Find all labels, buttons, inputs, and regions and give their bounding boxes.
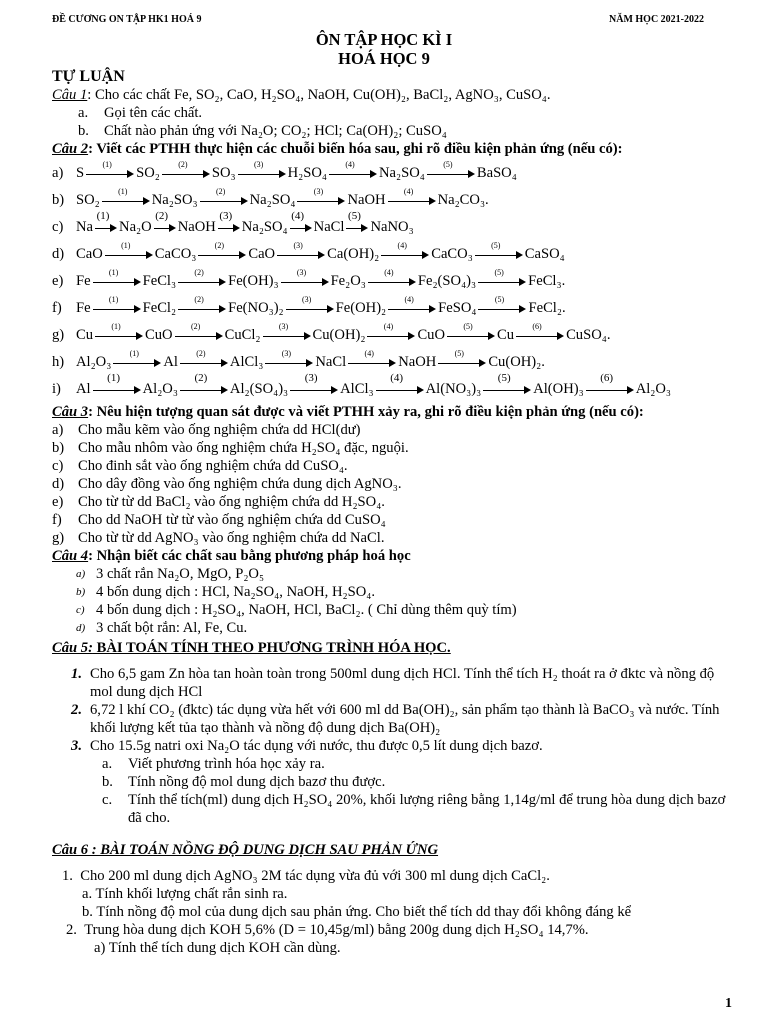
- reaction-chain: [52, 241, 728, 268]
- list-text: 3 chất rắn Na₂O, MgO, P₂O₅: [96, 566, 265, 582]
- list-item: [52, 439, 728, 457]
- chemical-species: CaSO₄: [524, 246, 565, 262]
- list-item: a) Tính thể tích dung dịch KOH cần dùng.: [94, 940, 341, 956]
- chemical-species: Na₂SO₄: [379, 165, 425, 181]
- chemical-species: Na₂O: [119, 219, 152, 235]
- chemical-species: SO₃: [211, 165, 236, 181]
- list-marker: a): [76, 568, 86, 580]
- step-label: (2): [194, 371, 208, 384]
- reaction-arrow-icon: [180, 348, 228, 368]
- problem-3-items: [52, 755, 728, 827]
- step-label: (2): [190, 321, 201, 331]
- reaction-arrow-icon: [178, 294, 226, 314]
- problem-6-1: 1. Cho 200 ml dung dịch AgNO₃ 2M tác dụng vừa đủ với 300 ml dung dịch CaCl₂.: [62, 868, 550, 884]
- list-item: [76, 565, 728, 583]
- reaction-arrow-icon: [218, 209, 240, 233]
- list-text: Cho từ từ dd AgNO₃ vào ống nghiệm chứa dd NaCl.: [78, 530, 385, 546]
- reaction-arrow-icon: [238, 159, 286, 179]
- reaction-chain: [52, 209, 728, 241]
- reaction-chain: [52, 187, 728, 214]
- chemical-species: Al₂O₃: [635, 381, 671, 397]
- question-label: Câu 3: [52, 404, 89, 420]
- chain-end: .: [541, 354, 545, 370]
- chemical-species: FeCl₃: [528, 273, 562, 289]
- step-label: (5): [494, 267, 504, 277]
- list-marker: f): [52, 512, 62, 528]
- reaction-arrow-icon: [281, 267, 329, 287]
- chemical-species: CuSO₄: [566, 327, 607, 343]
- step-label: (3): [278, 321, 289, 331]
- reaction-arrow-icon: [381, 240, 429, 260]
- section-heading: TỰ LUẬN: [52, 68, 125, 85]
- list-marker: b): [52, 440, 65, 456]
- reaction-arrow-icon: [329, 159, 377, 179]
- step-label: (1): [118, 186, 128, 196]
- chemical-species: FeCl₂: [142, 300, 177, 316]
- step-label: (4): [383, 321, 394, 331]
- list-text: Viết phương trình hóa học xảy ra.: [128, 756, 325, 772]
- list-marker: b.: [102, 774, 113, 790]
- chemical-species: Ca(OH)₂: [327, 246, 380, 262]
- chemical-species: CaO: [76, 246, 103, 262]
- list-item: b. Chất nào phản ứng với Na₂O; CO₂; HCl; Ca(OH)₂; CuSO₄: [78, 123, 447, 139]
- step-label: (2): [194, 267, 204, 277]
- step-label: (3): [296, 267, 307, 277]
- step-label: (4): [403, 186, 414, 196]
- step-label: (4): [397, 240, 407, 250]
- list-marker: c): [76, 604, 85, 616]
- step-label: (5): [348, 209, 361, 222]
- step-label: (1): [102, 159, 112, 169]
- reaction-arrow-icon: [263, 321, 311, 341]
- reaction-arrow-icon: [447, 321, 495, 341]
- reaction-arrow-icon: [427, 159, 475, 179]
- chemical-species: Fe₂(SO₄)₃: [417, 273, 477, 289]
- chain-label: e): [52, 273, 64, 289]
- problem-6-2: 2. Trung hòa dung dịch KOH 5,6% (D = 10,45g/ml) bằng 200g dung dịch H₂SO₄ 14,7%.: [66, 922, 589, 938]
- chemical-species: NaCl: [315, 354, 347, 370]
- question-3: [52, 403, 728, 421]
- step-label: (2): [155, 209, 169, 222]
- list-item: a. Tính khối lượng chất rắn sinh ra.: [82, 886, 288, 902]
- question-4: [52, 547, 728, 565]
- step-label: (1): [96, 209, 110, 222]
- reaction-arrow-icon: [388, 186, 436, 206]
- reaction-arrow-icon: [516, 321, 564, 341]
- header-right: NĂM HỌC 2021-2022: [609, 14, 704, 25]
- chemical-species: Fe: [76, 273, 91, 289]
- list-text: Tính thể tích(ml) dung dịch H₂SO₄ 20%, khối lượng riêng bằng 1,14g/ml để trung hòa dung dịch bazơ đã cho.: [128, 792, 726, 826]
- step-label: (3): [281, 348, 292, 358]
- chemical-species: Cu: [497, 327, 515, 343]
- step-label: (3): [301, 294, 312, 304]
- chemical-species: CuO: [417, 327, 446, 343]
- step-label: (2): [215, 186, 226, 196]
- list-item: [76, 583, 728, 601]
- list-text: Cho dd NaOH từ từ vào ống nghiệm chứa dd CuSO₄: [78, 512, 386, 528]
- header-left: ĐỀ CƯƠNG ON TẬP HK1 HOÁ 9: [52, 14, 202, 25]
- list-marker: d): [52, 476, 65, 492]
- chemical-species: NaCl: [313, 219, 345, 235]
- reaction-arrow-icon: [200, 186, 248, 206]
- step-label: (2): [214, 240, 224, 250]
- reaction-arrow-icon: [175, 321, 223, 341]
- chemical-species: Cu: [76, 327, 94, 343]
- reaction-arrow-icon: [388, 294, 436, 314]
- question-1: [52, 86, 728, 104]
- step-label: (1): [111, 321, 121, 331]
- chemical-species: Na₂SO₃: [151, 192, 198, 208]
- chain-label: b): [52, 192, 65, 208]
- list-text: Cho dây đồng vào ống nghiệm chứa dung dịch AgNO₃.: [78, 476, 402, 492]
- page-subtitle: HOÁ HỌC 9: [338, 49, 430, 68]
- list-text: 4 bốn dung dịch : HCl, Na₂SO₄, NaOH, H₂SO₄.: [96, 584, 375, 600]
- reaction-arrow-icon: [286, 294, 334, 314]
- list-item: [52, 511, 728, 529]
- chain-label: c): [52, 219, 64, 235]
- reaction-arrow-icon: [376, 371, 424, 395]
- chemical-species: BaSO₄: [476, 165, 517, 181]
- list-text: Tính nồng độ mol dung dịch bazơ thu được.: [128, 774, 386, 790]
- step-label: (5): [463, 321, 473, 331]
- reaction-arrow-icon: [162, 159, 210, 179]
- list-item: [52, 475, 728, 493]
- list-marker: b): [76, 586, 86, 598]
- step-label: (1): [129, 348, 139, 358]
- chemical-species: Na₂SO₄: [241, 219, 288, 235]
- reaction-arrow-icon: [86, 159, 134, 179]
- list-marker: a): [52, 422, 64, 438]
- step-label: (3): [219, 209, 233, 222]
- reaction-arrow-icon: [438, 348, 486, 368]
- list-item: [76, 601, 728, 619]
- chemical-species: CaCO₃: [154, 246, 197, 262]
- problem-2: 2. 6,72 l khí CO₂ (đktc) tác dụng vừa hết với 600 ml dd Ba(OH)₂, sản phẩm tạo thành là BaCO₃ và nước. Tính khối lượng kết tủa tạo thành và nồng độ dung dịch Ba(OH)₂: [71, 702, 720, 736]
- chemical-species: SO₂: [76, 192, 100, 208]
- reaction-arrow-icon: [95, 209, 117, 233]
- reaction-arrow-icon: [105, 240, 153, 260]
- reaction-chains: [52, 160, 728, 403]
- chemical-species: Fe: [76, 300, 91, 316]
- chemical-species: CaCO₃: [431, 246, 473, 262]
- list-item: b. Tính nồng độ mol của dung dịch sau phản ứng. Cho biết thể tích dd thay đổi không đáng kể: [82, 904, 632, 920]
- step-label: (5): [494, 294, 505, 304]
- step-label: (4): [384, 267, 394, 277]
- list-item: a. Gọi tên các chất.: [78, 105, 203, 121]
- chemical-species: Al₂O₃: [142, 381, 178, 397]
- question-3-items: [52, 421, 728, 547]
- chemical-species: Cu(OH)₂: [312, 327, 366, 343]
- chemical-species: Al₂O₃: [76, 354, 112, 370]
- reaction-arrow-icon: [93, 267, 141, 287]
- chemical-species: SO₂: [136, 165, 160, 181]
- step-label: (5): [497, 371, 511, 384]
- chemical-species: Al: [163, 354, 178, 370]
- reaction-chain: [52, 322, 728, 349]
- chemical-species: FeSO₄: [438, 300, 477, 316]
- list-item: [52, 421, 728, 439]
- chemical-species: Na₂SO₄: [249, 192, 296, 208]
- question-title: BÀI TOÁN TÍNH THEO PHƯƠNG TRÌNH HÓA HỌC.: [92, 640, 451, 656]
- chemical-species: AlCl₃: [229, 354, 264, 370]
- chemical-species: AlCl₃: [340, 381, 374, 397]
- step-label: (6): [532, 321, 542, 331]
- question-6: [52, 841, 728, 859]
- list-item: [52, 493, 728, 511]
- chemical-species: Fe(NO₃)₂: [228, 300, 284, 316]
- step-label: (2): [194, 294, 204, 304]
- chain-end: .: [561, 300, 566, 316]
- reaction-arrow-icon: [154, 209, 176, 233]
- step-label: (3): [313, 186, 324, 196]
- chemical-species: Cu(OH)₂: [488, 354, 542, 370]
- chemical-species: Al₂(SO₄)₃: [229, 381, 289, 397]
- chemical-species: Na₂CO₃: [437, 192, 486, 208]
- question-text: : Cho các chất Fe, SO₂, CaO, H₂SO₄, NaOH, Cu(OH)₂, BaCl₂, AgNO₃, CuSO₄.: [87, 87, 551, 103]
- list-item: [102, 773, 728, 791]
- step-label: (4): [291, 209, 305, 222]
- reaction-arrow-icon: [93, 371, 141, 395]
- reaction-arrow-icon: [348, 348, 396, 368]
- reaction-chain: [52, 295, 728, 322]
- chemical-species: H₂SO₄: [287, 165, 327, 181]
- chain-label: i): [52, 381, 61, 397]
- reaction-arrow-icon: [113, 348, 161, 368]
- question-5: [52, 639, 728, 657]
- step-label: (1): [107, 371, 120, 384]
- list-item: [52, 457, 728, 475]
- step-label: (5): [491, 240, 501, 250]
- question-label: Câu 5:: [52, 640, 93, 656]
- list-marker: c.: [102, 792, 113, 808]
- chain-label: f): [52, 300, 62, 316]
- chain-label: g): [52, 327, 65, 343]
- reaction-arrow-icon: [297, 186, 345, 206]
- reaction-arrow-icon: [93, 294, 141, 314]
- list-text: Cho mẫu kẽm vào ống nghiệm chứa dd HCl(dư): [78, 422, 361, 438]
- question-text: : Nêu hiện tượng quan sát được và viết PTHH xảy ra, ghi rõ điều kiện phản ứng (nếu có):: [88, 404, 644, 420]
- list-marker: a.: [102, 756, 113, 772]
- chemical-species: S: [76, 165, 85, 181]
- list-item: [102, 791, 728, 827]
- step-label: (4): [345, 159, 355, 169]
- step-label: (5): [443, 159, 453, 169]
- reaction-arrow-icon: [367, 321, 415, 341]
- page-title: ÔN TẬP HỌC KÌ I: [315, 30, 453, 49]
- reaction-arrow-icon: [586, 371, 634, 395]
- list-item: [52, 529, 728, 547]
- reaction-arrow-icon: [265, 348, 313, 368]
- reaction-arrow-icon: [368, 267, 416, 287]
- reaction-arrow-icon: [290, 371, 338, 395]
- chemical-species: NaOH: [177, 219, 216, 235]
- reaction-arrow-icon: [478, 294, 526, 314]
- chemical-species: NaOH: [347, 192, 386, 208]
- step-label: (3): [253, 159, 264, 169]
- reaction-arrow-icon: [346, 209, 368, 233]
- step-label: (6): [600, 371, 614, 384]
- list-marker: c): [52, 458, 64, 474]
- reaction-chain: [52, 371, 728, 403]
- chemical-species: FeCl₃: [142, 273, 177, 289]
- reaction-chain: [52, 160, 728, 187]
- chemical-species: Al: [76, 381, 91, 397]
- list-marker: g): [52, 530, 65, 546]
- step-label: (1): [108, 267, 119, 277]
- reaction-chain: [52, 268, 728, 295]
- list-item: [76, 619, 728, 637]
- step-label: (4): [404, 294, 414, 304]
- chemical-species: NaNO₃: [370, 219, 414, 235]
- reaction-arrow-icon: [198, 240, 246, 260]
- list-item: [102, 755, 728, 773]
- chemical-species: Fe(OH)₂: [335, 300, 387, 316]
- step-label: (3): [304, 371, 318, 384]
- question-label: Câu 4: [52, 548, 89, 564]
- page-number: 1: [725, 996, 732, 1011]
- chemical-species: Fe₂O₃: [330, 273, 366, 289]
- list-text: Cho từ từ dd BaCl₂ vào ống nghiệm chứa dd H₂SO₄.: [78, 494, 385, 510]
- chain-label: h): [52, 354, 65, 370]
- chemical-species: CuO: [145, 327, 173, 343]
- list-text: Cho mẫu nhôm vào ống nghiệm chứa H₂SO₄ đặc, nguội.: [78, 440, 409, 456]
- reaction-arrow-icon: [180, 371, 228, 395]
- reaction-arrow-icon: [102, 186, 150, 206]
- chemical-species: FeCl₂: [528, 300, 562, 316]
- step-label: (1): [108, 294, 119, 304]
- reaction-arrow-icon: [290, 209, 312, 233]
- chain-end: .: [606, 327, 611, 343]
- chemical-species: Fe(OH)₃: [228, 273, 279, 289]
- reaction-arrow-icon: [483, 371, 531, 395]
- chemical-species: CuCl₂: [224, 327, 261, 343]
- reaction-arrow-icon: [478, 267, 526, 287]
- chemical-species: NaOH: [398, 354, 437, 370]
- step-label: (2): [178, 159, 188, 169]
- step-label: (1): [121, 240, 131, 250]
- question-title: Câu 6 : BÀI TOÁN NỒNG ĐỘ DUNG DỊCH SAU PHẢN ỨNG: [52, 842, 439, 858]
- chain-label: d): [52, 246, 65, 262]
- chemical-species: Na: [76, 219, 94, 235]
- question-4-items: [52, 565, 728, 637]
- chain-end: .: [561, 273, 566, 289]
- reaction-arrow-icon: [95, 321, 143, 341]
- list-marker: e): [52, 494, 64, 510]
- list-text: Cho đinh sắt vào ống nghiệm chứa dd CuSO₄.: [78, 458, 348, 474]
- step-label: (4): [390, 371, 404, 384]
- chemical-species: Al(NO₃)₃: [425, 381, 482, 397]
- question-2: [52, 140, 728, 158]
- problem-1: 1. Cho 6,5 gam Zn hòa tan hoàn toàn trong 500ml dung dịch HCl. Tính thể tích H₂ thoát ra ở đktc và nồng độ mol dung dịch HCl: [71, 666, 715, 700]
- chemical-species: Al(OH)₃: [533, 381, 584, 397]
- chain-label: a): [52, 165, 64, 181]
- question-text: : Viết các PTHH thực hiện các chuỗi biến hóa sau, ghi rõ điều kiện phản ứng (nếu có):: [88, 141, 623, 157]
- document-content: [52, 68, 728, 957]
- question-text: : Nhận biết các chất sau bằng phương pháp hoá học: [88, 548, 411, 564]
- question-label: Câu 2: [52, 141, 89, 157]
- chain-end: .: [485, 192, 489, 208]
- list-text: 3 chất bột rắn: Al, Fe, Cu.: [96, 620, 248, 636]
- reaction-arrow-icon: [178, 267, 226, 287]
- step-label: (5): [454, 348, 464, 358]
- problem-3: 3. Cho 15.5g natri oxi Na₂O tác dụng với nước, thu được 0,5 lít dung dịch bazơ.: [71, 738, 543, 754]
- step-label: (4): [364, 348, 374, 358]
- list-text: 4 bốn dung dịch : H₂SO₄, NaOH, HCl, BaCl₂. ( Chỉ dùng thêm quỳ tím): [96, 602, 517, 618]
- chemical-species: CaO: [248, 246, 276, 262]
- step-label: (3): [293, 240, 303, 250]
- reaction-arrow-icon: [277, 240, 325, 260]
- question-label: Câu 1: [52, 87, 88, 103]
- step-label: (2): [196, 348, 206, 358]
- reaction-arrow-icon: [475, 240, 523, 260]
- list-marker: d): [76, 622, 86, 634]
